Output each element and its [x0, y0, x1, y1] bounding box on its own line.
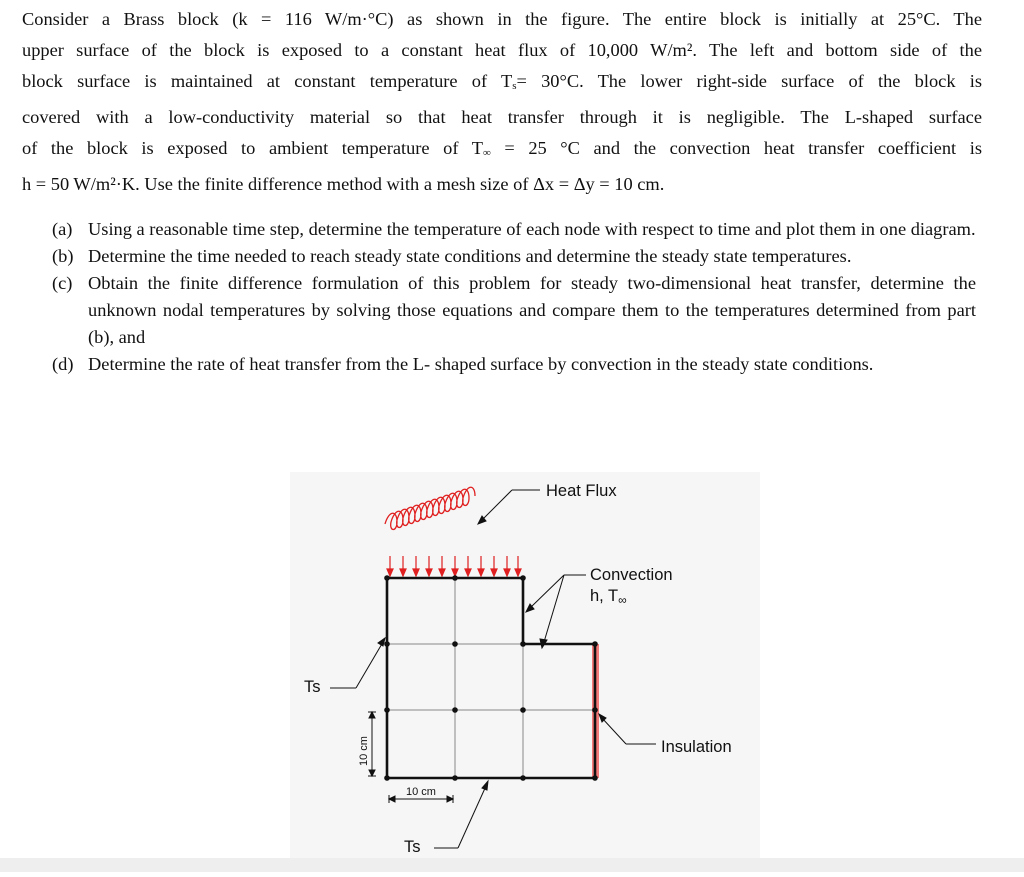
problem-line-4: covered with a low-conductivity material so that heat transfer through it is negligible. The L-shaped surface	[22, 107, 982, 127]
convection-h-t: h, T	[590, 587, 619, 605]
part-a-text: Using a reasonable time step, determine the temperature of each node with respect to time and plot them in one diagram.	[88, 219, 976, 239]
part-d-text: Determine the rate of heat transfer from the L- shaped surface by convection in the steady state conditions.	[88, 354, 874, 374]
question-parts	[52, 216, 976, 378]
part-b-label: (b)	[52, 246, 74, 266]
problem-line-3b: = 30°C. The lower right-side surface of the block is	[516, 71, 983, 91]
part-d	[52, 351, 976, 378]
dim-vertical-label: 10 cm	[358, 736, 370, 766]
problem-line-5	[22, 133, 982, 169]
part-c-label: (c)	[52, 273, 73, 293]
ts-bottom-label: Ts	[404, 838, 421, 856]
problem-line-3a: block surface is maintained at constant temperature of T	[22, 71, 513, 91]
convection-inf: ∞	[618, 593, 627, 607]
convection-label: Convection	[590, 566, 673, 584]
figure	[290, 472, 760, 872]
part-a-label: (a)	[52, 219, 73, 239]
problem-statement	[22, 4, 982, 200]
part-c	[52, 270, 976, 351]
part-d-label: (d)	[52, 354, 74, 374]
problem-line-1: Consider a Brass block (k = 116 W/m·°C) as shown in the figure. The entire block is initially at 25°C. The	[22, 9, 982, 29]
problem-line-2: upper surface of the block is exposed to a constant heat flux of 10,000 W/m². The left and bottom side of the	[22, 40, 982, 60]
insulation-label: Insulation	[661, 738, 732, 756]
part-a	[52, 216, 976, 243]
part-b-text: Determine the time needed to reach steady state conditions and determine the steady state temperatures.	[88, 246, 852, 266]
bottom-strip	[0, 858, 1024, 872]
ts-left-label: Ts	[304, 678, 321, 696]
tinf-subscript: ∞	[482, 147, 491, 159]
problem-line-6: h = 50 W/m²·K. Use the finite difference method with a mesh size of Δx = Δy = 10 cm.	[22, 174, 665, 194]
figure-diagram	[290, 472, 760, 872]
problem-line-5b: = 25 °C and the convection heat transfer coefficient is	[490, 138, 982, 158]
dim-horizontal-label: 10 cm	[406, 786, 436, 798]
ts-subscript: s	[512, 80, 517, 92]
part-c-text: Obtain the finite difference formulation of this problem for steady two-dimensional heat transfer, determine the unknown nodal temperatures by solving those equations and compare them to the temperatures determined from part (b), and	[88, 273, 976, 347]
problem-line-3	[22, 66, 982, 102]
part-b	[52, 243, 976, 270]
heat-flux-label: Heat Flux	[546, 482, 617, 500]
problem-line-5a: of the block is exposed to ambient temperature of T	[22, 138, 483, 158]
figure-background	[290, 472, 760, 858]
